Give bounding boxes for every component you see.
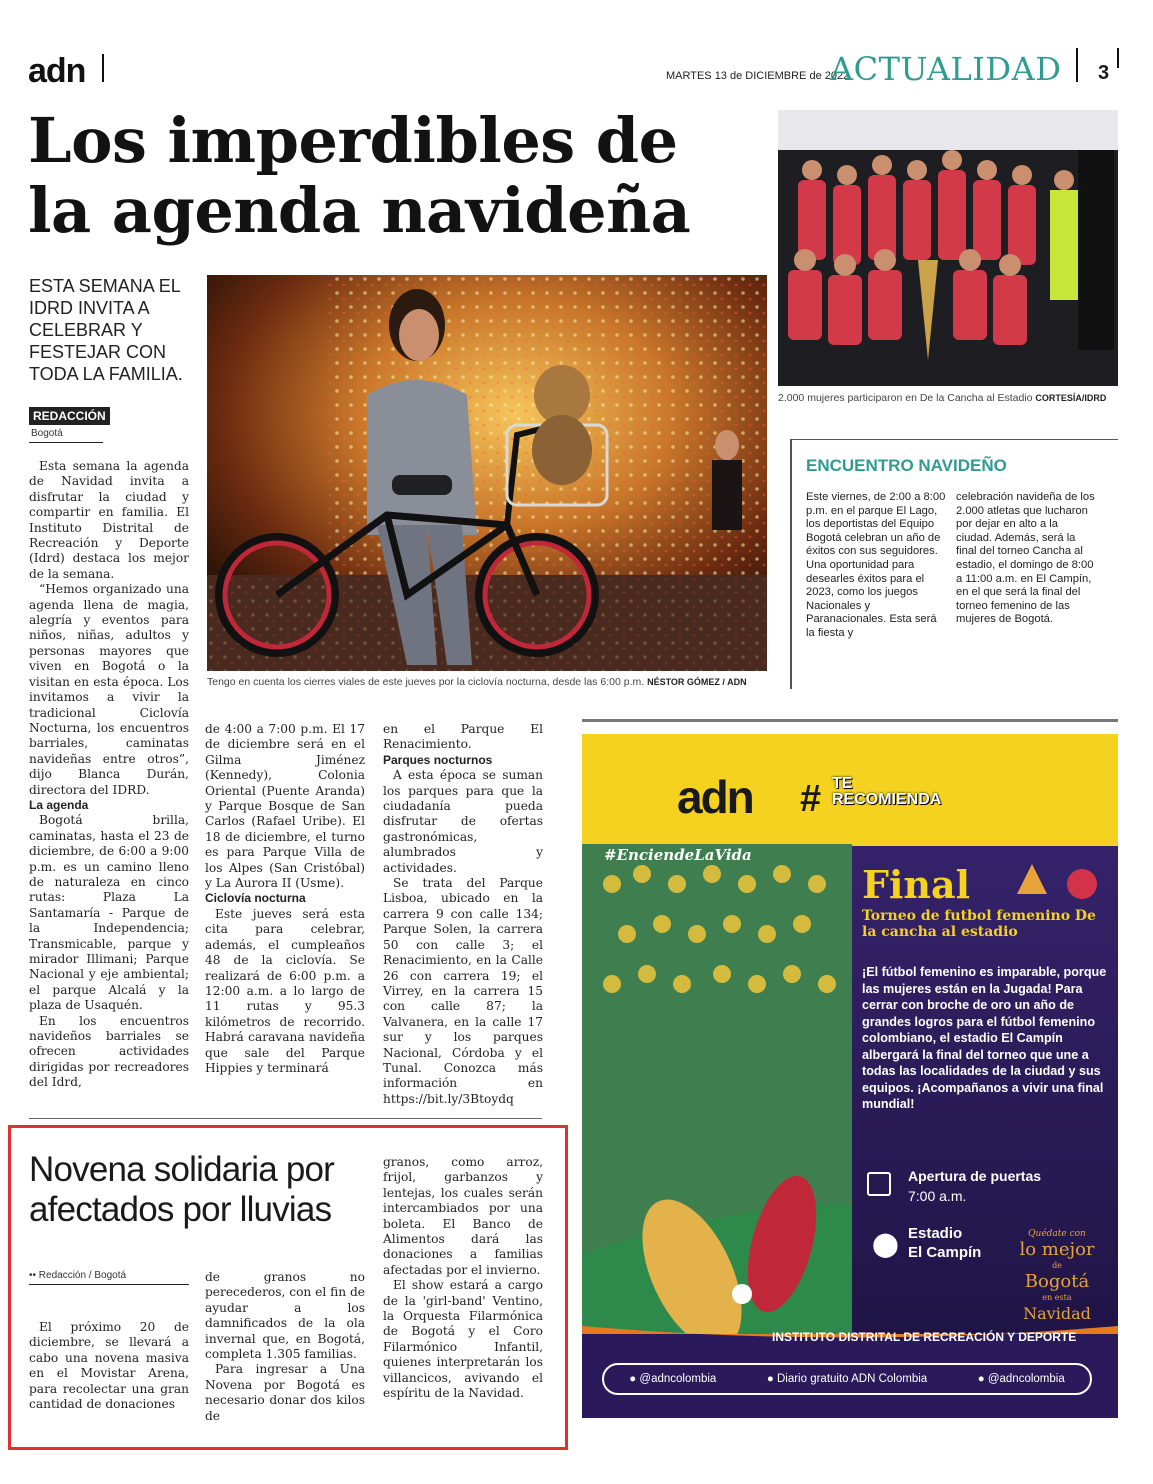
novena-byline: •• Redacción / Bogotá (29, 1270, 127, 1281)
caption-credit: NÉSTOR GÓMEZ / ADN (647, 677, 747, 687)
box-column-1: Este viernes, de 2:00 a 8:00 p.m. en el parque El Lago, los deportistas del Equipo Bogotá celebran un año de éxitos con sus seguidores. Una oportunidad para desearles éxitos para el 2023, como los juegos Nacionales y Paranacionales. Esta será la fiesta y (806, 491, 946, 639)
caption-credit: CORTESÍA/IDRD (1035, 393, 1107, 403)
ad-social-bar (602, 1363, 1092, 1395)
ad-venue-line-1: Estadio (908, 1225, 963, 1242)
team-celebration-photo (778, 110, 1118, 386)
instagram-icon: ● (977, 1373, 985, 1385)
box-title: ENCUENTRO NAVIDEÑO (806, 456, 1007, 475)
adn-advertisement[interactable] (582, 734, 1118, 1418)
ad-final-title: Final (862, 862, 971, 907)
subheading: La agenda (29, 797, 89, 812)
ad-venue (908, 1224, 981, 1262)
page-number: 3 (1098, 62, 1110, 84)
section-divider (1076, 48, 1078, 82)
social-twitter[interactable] (629, 1373, 716, 1385)
adn-logo: adn (28, 52, 86, 90)
paragraph: en el Parque El Renacimiento. (383, 722, 543, 752)
slogan-main-1: lo mejor (1019, 1239, 1095, 1260)
ad-tag (832, 776, 941, 808)
main-photo (207, 275, 767, 671)
paragraph: “Hemos organizado una agenda llena de magia, alegría y eventos para niños, niñas, adultos y personas mayores que viven en Bogotá o la visitan en esta época. Los invitamos a vivir la tradicional Ciclovía Nocturna, los encuentros barriales, caminatas navideñas entre otros”, dijo Blanca Durán, directora del IDRD. (29, 582, 189, 797)
paragraph: Se trata del Parque Lisboa, ubicado en la carrera 9 con calle 134; Parque Solen, la carrera 50 con calle 3; el Renacimiento, en la Calle 26 con carrera 19; el Virrey, en la carrera 15 con calle 87; la Valvanera, en la calle 17 sur y los parques Nacional, Córdoba y el Tunal. Conozca más información en https://bit.ly/3Btoydq (383, 876, 543, 1106)
ad-tag-line-1: TE (832, 775, 853, 792)
ad-body: ¡El fútbol femenino es imparable, porque las mujeres están en la Jugada! Para cerrar con broche de oro un año de grandes logros para el fútbol femenino colombiano, el estadio El Campín albergará la final del torneo que une a todas las localidades de la ciudad y sus equipos. ¡Acompañanos a vivir una final mundial! (862, 965, 1107, 1111)
twitter-handle: @adncolombia (639, 1373, 717, 1385)
paragraph: A esta época se suman los parques para que la ciudadanía pueda disfrutar de ofertas gastronómicas, alumbrados y actividades. (383, 768, 543, 875)
box-column-2: celebración navideña de los 2.000 atletas que lucharon por dejar en alto a la ciudad. Además, será la final del torneo Cancha al estadio, el domingo de 8:00 a 11:00 a.m. en El Campín, en el que será la final del torneo femenino de las mujeres de Bogotá. (956, 491, 1095, 626)
novena-headline (29, 1150, 374, 1230)
article-divider (29, 1118, 542, 1119)
novena-column-1 (29, 1320, 189, 1412)
article-headline (28, 106, 768, 246)
byline-rule (29, 442, 103, 443)
ad-hash-symbol: # (800, 778, 822, 820)
facebook-label: Diario gratuito ADN Colombia (776, 1373, 928, 1385)
slogan-main-3: Navidad (1023, 1304, 1091, 1323)
paragraph: de granos no perecederos, con el fin de ayudar a los damnificados de la ola invernal que, en Bogotá, completa 1.305 familias. (205, 1270, 366, 1362)
article-column-2 (205, 722, 365, 1076)
paragraph: El próximo 20 de diciembre, se llevará a cabo una novena masiva en el Movistar Arena, para recolectar una gran cantidad de donaciones (29, 1320, 189, 1412)
slogan-de: de (1052, 1261, 1062, 1270)
novena-byline-text: Redacción / Bogotá (38, 1270, 127, 1281)
ad-top-rule (582, 719, 1118, 722)
issue-date: MARTES 13 de DICIEMBRE de 2022 (666, 70, 850, 82)
paragraph: de 4:00 a 7:00 p.m. El 17 de diciembre será en el Gilma Jiménez (Kennedy), Colonia Oriental (Puente Aranda) y Parque Bosque de San Carlos (Rafael Uribe). El 18 de diciembre, el turno es para Parque Villa de los Alpes (San Cristóbal) y La Aurora II (Usme). (205, 722, 365, 891)
ad-institute: INSTITUTO DISTRITAL DE RECREACIÓN Y DEPORTE (772, 1330, 1077, 1344)
paragraph: Esta semana la agenda de Navidad invita a disfrutar la ciudad y compartir en familia. El Instituto Distrital de Recreación y Deporte (Idrd) destaca los mejor de la semana. (29, 459, 189, 581)
ad-doors-time: 7:00 a.m. (908, 1188, 967, 1204)
article-column-1 (29, 459, 189, 1091)
main-photo-caption (207, 676, 747, 688)
social-instagram[interactable] (978, 1373, 1065, 1385)
subheading: Parques nocturnos (383, 752, 493, 767)
paragraph: Bogotá brilla, caminatas, hasta el 23 de diciembre, de 6:00 a 9:00 p.m. es un camino lleno de naturaleza en cinco rutas: Plaza La Santamaría - Parque de la Independencia; Transmicable, parque y mirador Illimani; Parque Nacional y eje ambiental; el parque Alcalá y la plaza de Usaquén. (29, 813, 189, 1013)
slogan-pre: Quédate con (1028, 1229, 1086, 1239)
slogan-post: en esta (1042, 1293, 1072, 1302)
headline-line-1: Los imperdibles de (28, 104, 678, 177)
paragraph: Para ingresar a Una Novena por Bogotá es necesario donar dos kilos de (205, 1362, 365, 1423)
novena-headline-line-2: afectados por lluvias (29, 1190, 332, 1229)
header-divider (102, 54, 104, 82)
paragraph: Este jueves será esta cita para celebrar, además, el cumpleaños 48 de la ciclovía. Se realizará de 6:00 p.m. a 12:00 a.m. a lo largo de 11 rutas y 95.3 kilómetros de recorrido. Habrá caravana navideña que sale del Parque Hippies y terminará (205, 906, 365, 1075)
ad-doors-label: Apertura de puertas (908, 1168, 1042, 1184)
ad-slogan (1002, 1226, 1112, 1322)
box-rule-vertical (790, 439, 792, 689)
ad-hashtag: #EnciendeLaVida (604, 846, 752, 864)
ad-adn-logo: adn (677, 771, 753, 823)
ad-venue-line-2: El Campín (908, 1244, 982, 1261)
team-photo-caption (778, 392, 1106, 404)
headline-line-2: la agenda navideña (28, 174, 691, 247)
instagram-handle: @adncolombia (987, 1373, 1065, 1385)
facebook-icon: ● (766, 1373, 774, 1385)
ad-tag-line-2: RECOMIENDA (832, 791, 942, 808)
paragraph: El show estará a cargo de la 'girl-band' Ventino, la Orquesta Filarmónica de Bogotá y el Coro Filarmónico Infantil, quienes interpretarán los villancicos, avivando el espíritu de la Navidad. (383, 1278, 543, 1401)
location-pin-icon: ⬤ (872, 1230, 899, 1258)
box-rule-horizontal (790, 439, 1118, 440)
novena-headline-line-1: Novena solidaria por (29, 1150, 335, 1189)
paragraph: En los encuentros navideños barriales se ofrecen actividades dirigidas por recreadores del Idrd, (29, 1013, 189, 1090)
section-title: ACTUALIDAD (830, 50, 1062, 88)
novena-byline-rule (29, 1284, 189, 1285)
paragraph: granos, como arroz, frijol, garbanzos y lentejas, los cuales serán intercambiados por una boleta. El Banco de Alimentos dará las donaciones a familias afectadas por el invierno. (383, 1155, 543, 1277)
social-facebook[interactable] (767, 1373, 927, 1385)
page-divider (1117, 48, 1119, 68)
caption-text: Tengo en cuenta los cierres viales de este jueves por la ciclovía nocturna, desde las 6:00 p.m. (207, 676, 645, 688)
article-lead: ESTA SEMANA EL IDRD INVITA A CELEBRAR Y FESTEJAR CON TODA LA FAMILIA. (29, 276, 183, 384)
bicycle-woman-photo (207, 275, 767, 671)
article-column-3 (383, 722, 543, 1107)
novena-column-2 (205, 1270, 365, 1424)
ad-subtitle: Torneo de futbol femenino De la cancha al estadio (862, 908, 1096, 940)
byline-city: Bogotá (31, 428, 63, 439)
subheading: Ciclovía nocturna (205, 891, 306, 906)
byline-tag: REDACCIÓN (29, 407, 110, 425)
team-photo (778, 110, 1118, 386)
calendar-icon (867, 1172, 891, 1196)
caption-text: 2.000 mujeres participaron en De la Cancha al Estadio (778, 392, 1033, 404)
twitter-icon: ● (629, 1373, 637, 1385)
novena-column-3 (383, 1155, 543, 1402)
slogan-main-2: Bogotá (1024, 1271, 1090, 1292)
